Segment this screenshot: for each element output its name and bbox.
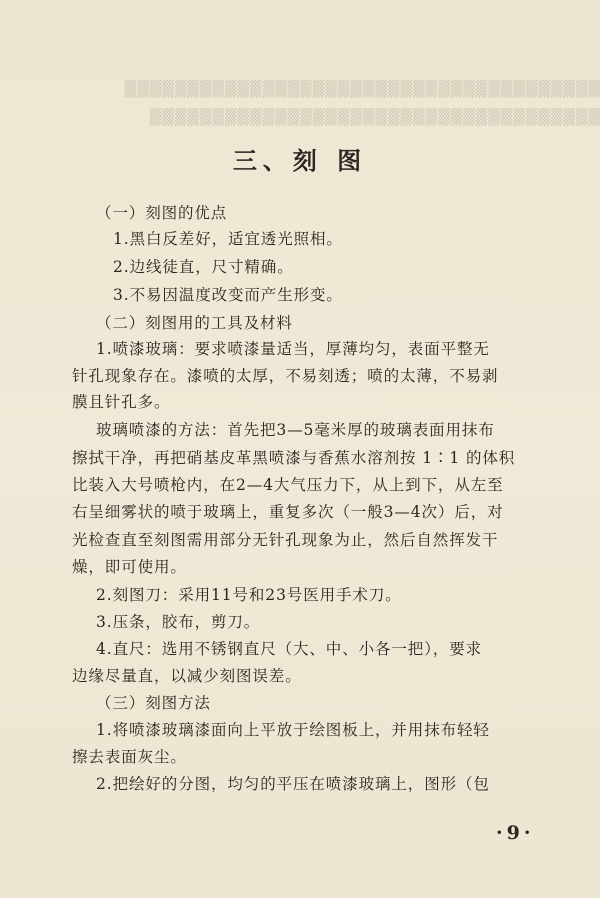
text-line: 边缘尽量直，以减少刻图误差。 — [72, 667, 302, 685]
text-line: 3.压条，胶布，剪刀。 — [96, 613, 261, 631]
subheading: （二）刻图用的工具及材料 — [96, 314, 293, 332]
text-line: 4.直尺：选用不锈钢直尺（大、中、小各一把），要求 — [96, 640, 483, 658]
subheading: （三）刻图方法 — [96, 694, 211, 712]
section-title: 三、刻 图 — [232, 146, 368, 175]
text-line: 比装入大号喷枪内，在2—4大气压力下，从上到下，从左至 — [72, 476, 504, 494]
text-line: 针孔现象存在。漆喷的太厚，不易刻透；喷的太薄，不易剥 — [72, 367, 499, 385]
subheading: （一）刻图的优点 — [96, 204, 228, 222]
bleed-through: ▒▒▒▒▒▒▒▒▒▒▒▒▒▒▒▒▒▒▒▒▒▒▒▒▒▒▒▒▒▒▒▒▒▒▒▒ — [148, 108, 600, 126]
text-line: 1.喷漆玻璃：要求喷漆量适当，厚薄均匀，表面平整无 — [96, 340, 490, 358]
text-line: 1.黑白反差好，适宜透光照相。 — [113, 230, 343, 248]
text-line: 擦去表面灰尘。 — [72, 748, 187, 766]
text-line: 2.边线徒直，尺寸精确。 — [113, 258, 294, 276]
text-line: 3.不易因温度改变而产生形变。 — [113, 286, 343, 304]
page-number: ·9· — [496, 822, 535, 844]
text-line: 右呈细雾状的喷于玻璃上，重复多次（一般3—4次）后，对 — [72, 503, 504, 521]
text-line: 擦拭干净，再把硝基皮革黑喷漆与香蕉水溶剂按 1∶1 的体积 — [72, 449, 516, 467]
text-line: 2.刻图刀：采用11号和23号医用手术刀。 — [96, 586, 402, 604]
text-line: 燥，即可使用。 — [72, 558, 187, 576]
text-line: 膜且针孔多。 — [72, 393, 171, 411]
text-line: 光检查直至刻图需用部分无针孔现象为止，然后自然挥发干 — [72, 531, 499, 549]
text-line: 2.把绘好的分图，均匀的平压在喷漆玻璃上，图形（包 — [96, 775, 490, 793]
text-line: 1.将喷漆玻璃漆面向上平放于绘图板上，并用抹布轻轻 — [96, 721, 490, 739]
bleed-through: ▒▒▒▒▒▒▒▒▒▒▒▒▒▒▒▒▒▒▒▒▒▒▒▒▒▒▒▒▒▒▒▒▒▒▒▒▒▒ — [123, 80, 600, 98]
text-line: 玻璃喷漆的方法：首先把3—5毫米厚的玻璃表面用抹布 — [96, 421, 495, 439]
